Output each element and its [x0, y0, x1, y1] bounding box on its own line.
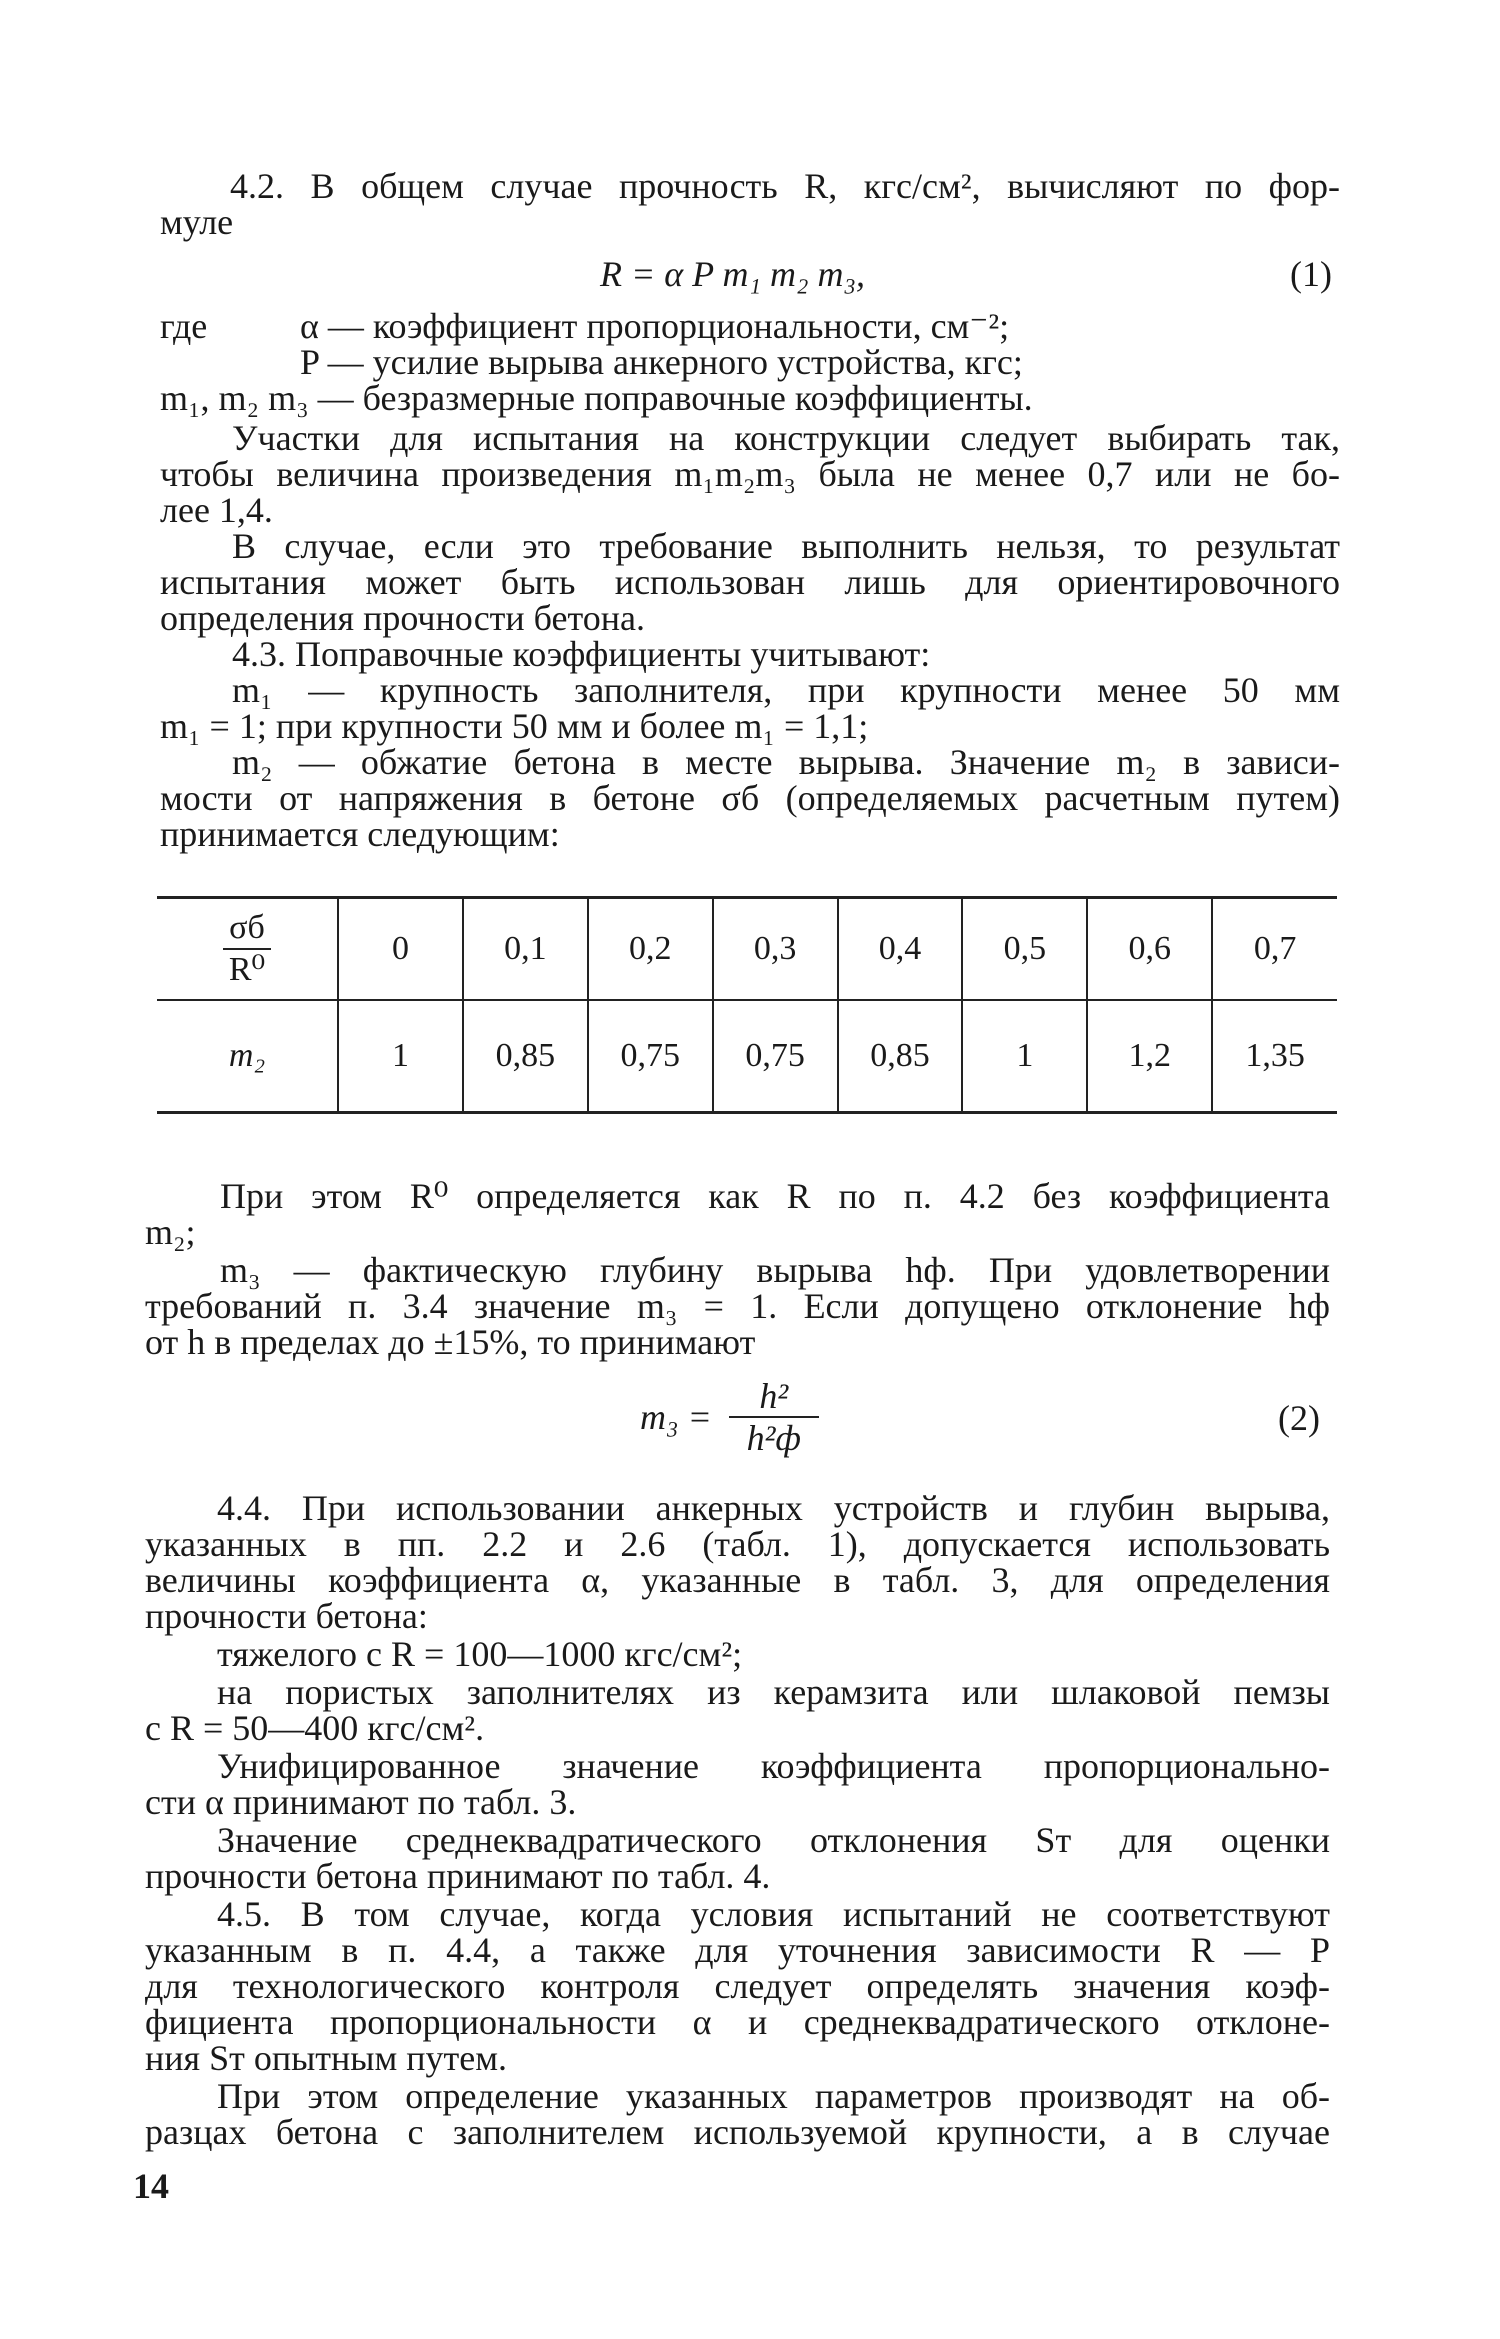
formula-2-number: (2): [1278, 1398, 1320, 1438]
para-4-3-m1-line-1: m₁ — крупность заполнителя, при крупности менее 50 мм: [232, 670, 1340, 710]
para-4-4-line-10: Значение среднеквадратического отклонения Sт для оценки: [217, 1820, 1330, 1860]
para-4-5-line-1: 4.5. В том случае, когда условия испытаний не соответствуют: [217, 1894, 1330, 1934]
table-cell: 0,85: [838, 1000, 963, 1113]
definition-m: m₁, m₂ m₃ — безразмерные поправочные коэффициенты.: [160, 378, 1033, 418]
para-4-5-line-2: указанным в п. 4.4, а также для уточнения зависимости R — P: [145, 1930, 1330, 1970]
formula-1-number: (1): [1290, 254, 1332, 294]
para-4-3-m2-line-1: m₂ — обжатие бетона в месте вырыва. Значение m₂ в зависи-: [232, 742, 1340, 782]
para-4-4-line-3: величины коэффициента α, указанные в табл. 3, для определения: [145, 1560, 1330, 1600]
table-cell: 1,2: [1087, 1000, 1212, 1113]
definition-alpha: α — коэффициент пропорциональности, см⁻²;: [300, 306, 1010, 346]
m3-line-3: от h в пределах до ±15%, то принимают: [145, 1322, 756, 1362]
after-table-line-2: m₂;: [145, 1212, 196, 1252]
m2-coefficient-table: [157, 896, 1337, 1114]
para-4-5-line-5: ния Sт опытным путем.: [145, 2038, 508, 2078]
table-header-sigma-ratio: [157, 898, 338, 1001]
table-cell: 0,7: [1212, 898, 1337, 1001]
para-4-3-line-1: 4.3. Поправочные коэффициенты учитывают:: [232, 634, 931, 674]
para-4-2-b-line-3: лее 1,4.: [160, 490, 273, 530]
m3-line-2: требований п. 3.4 значение m₃ = 1. Если допущено отклонение hф: [145, 1286, 1330, 1326]
para-4-5-line-4: фициента пропорциональности α и среднеквадратического отклоне-: [145, 2002, 1330, 2042]
table-cell: 0,3: [713, 898, 838, 1001]
formula-2: [640, 1376, 819, 1458]
para-4-4-line-1: 4.4. При использовании анкерных устройств и глубин вырыва,: [217, 1488, 1330, 1528]
definition-p: P — усилие вырыва анкерного устройства, кгс;: [300, 342, 1023, 382]
para-4-3-m2-line-3: принимается следующим:: [160, 814, 560, 854]
table-cell: 0: [338, 898, 463, 1001]
para-4-3-m2-line-2: мости от напряжения в бетоне σб (определяемых расчетным путем): [160, 778, 1340, 818]
para-4-2-line-1: 4.2. В общем случае прочность R, кгс/см², вычисляют по фор-: [230, 166, 1340, 206]
para-4-5-line-7: разцах бетона с заполнителем используемой крупности, а в случае: [145, 2112, 1330, 2152]
para-4-4-line-4: прочности бетона:: [145, 1596, 428, 1636]
table-header-m2: m₂: [157, 1000, 338, 1113]
para-4-4-line-7: с R = 50—400 кгс/см².: [145, 1708, 485, 1748]
para-4-5-line-3: для технологического контроля следует определять значения коэф-: [145, 1966, 1330, 2006]
page-number: 14: [133, 2166, 169, 2206]
table-cell: 1: [338, 1000, 463, 1113]
formula-2-denominator: h²ф: [746, 1418, 801, 1458]
table-cell: 0,2: [588, 898, 713, 1001]
formula-1: R = α P m₁ m₂ m₃,: [600, 254, 866, 294]
m3-line-1: m₃ — фактическую глубину вырыва hф. При удовлетворении: [220, 1250, 1330, 1290]
para-4-2-b-line-1: Участки для испытания на конструкции следует выбирать так,: [232, 418, 1340, 458]
where-label: где: [160, 306, 208, 346]
header-denominator: R⁰: [228, 951, 266, 988]
table-cell: 0,85: [463, 1000, 588, 1113]
para-4-2-line-2: муле: [160, 202, 234, 242]
table-cell: 0,75: [588, 1000, 713, 1113]
para-4-2-c-line-1: В случае, если это требование выполнить нельзя, то результат: [232, 526, 1340, 566]
table-cell: 1,35: [1212, 1000, 1337, 1113]
table-cell: 0,6: [1087, 898, 1212, 1001]
para-4-4-line-11: прочности бетона принимают по табл. 4.: [145, 1856, 771, 1896]
formula-2-lhs: m₃ =: [640, 1397, 712, 1437]
formula-2-fraction: [729, 1376, 819, 1458]
para-4-2-b-line-2: чтобы величина произведения m₁m₂m₃ была не менее 0,7 или не бо-: [160, 454, 1340, 494]
para-4-5-line-6: При этом определение указанных параметров производят на об-: [217, 2076, 1330, 2116]
after-table-line-1: При этом R⁰ определяется как R по п. 4.2 без коэффициента: [220, 1176, 1330, 1216]
para-4-4-line-6: на пористых заполнителях из керамзита или шлаковой пемзы: [217, 1672, 1330, 1712]
table-cell: 0,1: [463, 898, 588, 1001]
formula-2-numerator: h²: [729, 1376, 819, 1418]
table-cell: 1: [962, 1000, 1087, 1113]
para-4-4-line-8: Унифицированное значение коэффициента пропорционально-: [217, 1746, 1330, 1786]
table-row-sigma: [157, 898, 1337, 1001]
table-cell: 0,4: [838, 898, 963, 1001]
para-4-3-m1-line-2: m₁ = 1; при крупности 50 мм и более m₁ = 1,1;: [160, 706, 869, 746]
para-4-4-line-5: тяжелого с R = 100—1000 кгс/см²;: [217, 1634, 743, 1674]
para-4-2-c-line-2: испытания может быть использован лишь для ориентировочного: [160, 562, 1340, 602]
para-4-4-line-9: сти α принимают по табл. 3.: [145, 1782, 577, 1822]
para-4-2-c-line-3: определения прочности бетона.: [160, 598, 645, 638]
table-row-m2: [157, 1000, 1337, 1113]
table-cell: 0,75: [713, 1000, 838, 1113]
table-cell: 0,5: [962, 898, 1087, 1001]
header-numerator: σб: [223, 908, 271, 950]
para-4-4-line-2: указанных в пп. 2.2 и 2.6 (табл. 1), допускается использовать: [145, 1524, 1330, 1564]
